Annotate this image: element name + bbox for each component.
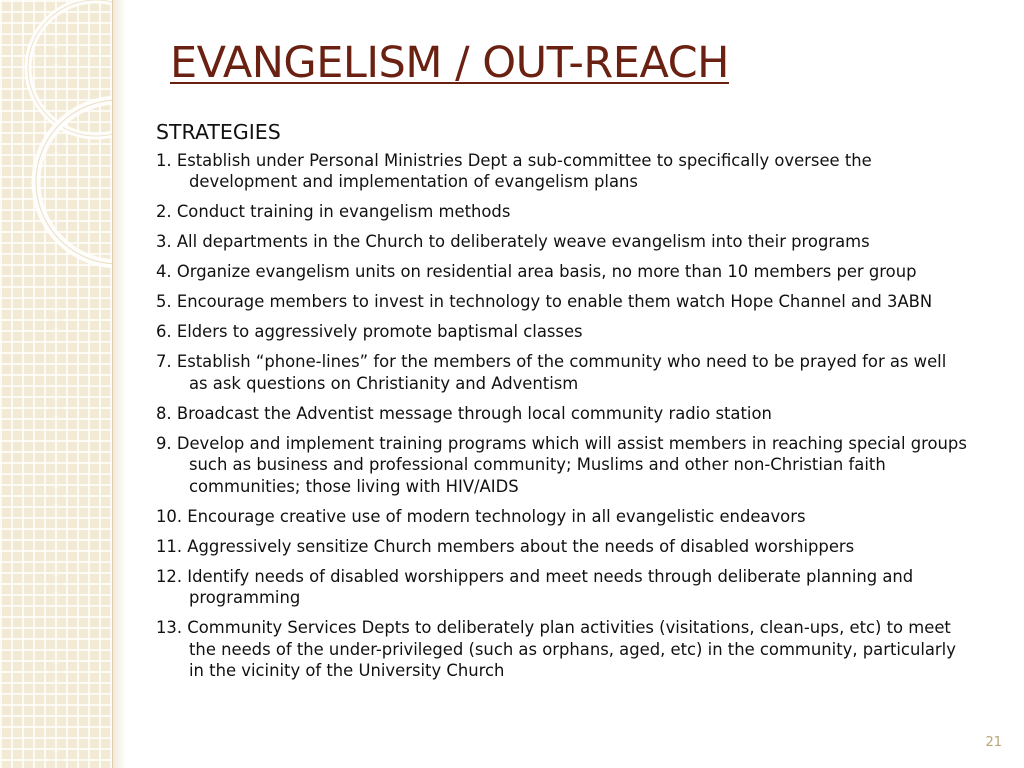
strategy-item: 10. Encourage creative use of modern technology in all evangelistic endeavors [156, 506, 806, 526]
strategy-item: 6. Elders to aggressively promote baptismal classes [156, 322, 583, 342]
slide-content [156, 120, 968, 690]
strategy-item: 4. Organize evangelism units on residential area basis, no more than 10 members per group [156, 262, 917, 282]
strategy-item: 8. Broadcast the Adventist message through local community radio station [156, 403, 772, 423]
side-panel-shadow [112, 0, 126, 768]
strategy-item: 12. Identify needs of disabled worshippers and meet needs through deliberate planning and programming [156, 566, 914, 608]
section-heading: STRATEGIES [156, 120, 281, 144]
strategy-item: 1. Establish under Personal Ministries Dept a sub-committee to specifically oversee the development and implementation of evangelism plans [156, 150, 872, 192]
decorative-circles [0, 0, 112, 768]
strategy-item: 11. Aggressively sensitize Church members about the needs of disabled worshippers [156, 536, 855, 556]
slide-number: 21 [985, 735, 1002, 750]
decorative-side-panel [0, 0, 113, 768]
strategy-item: 13. Community Services Depts to deliberately plan activities (visitations, clean-ups, etc) to meet the needs of the under-privileged (such as orphans, aged, etc) in the community, particularly in the vicinity of the University Church [156, 618, 956, 681]
strategy-item: 9. Develop and implement training programs which will assist members in reaching special groups such as business and professional community; Muslims and other non-Christian faith communities; those living with HIV/AIDS [156, 433, 967, 496]
strategy-item: 7. Establish “phone-lines” for the members of the community who need to be prayed for as well as ask questions on Christianity and Adventism [156, 352, 947, 393]
strategy-item: 3. All departments in the Church to deliberately weave evangelism into their programs [156, 232, 870, 252]
slide-title: EVANGELISM / OUT-REACH [170, 38, 729, 88]
strategy-list [156, 150, 968, 682]
strategy-item: 2. Conduct training in evangelism methods [156, 202, 511, 222]
strategy-item: 5. Encourage members to invest in technology to enable them watch Hope Channel and 3ABN [156, 292, 933, 312]
